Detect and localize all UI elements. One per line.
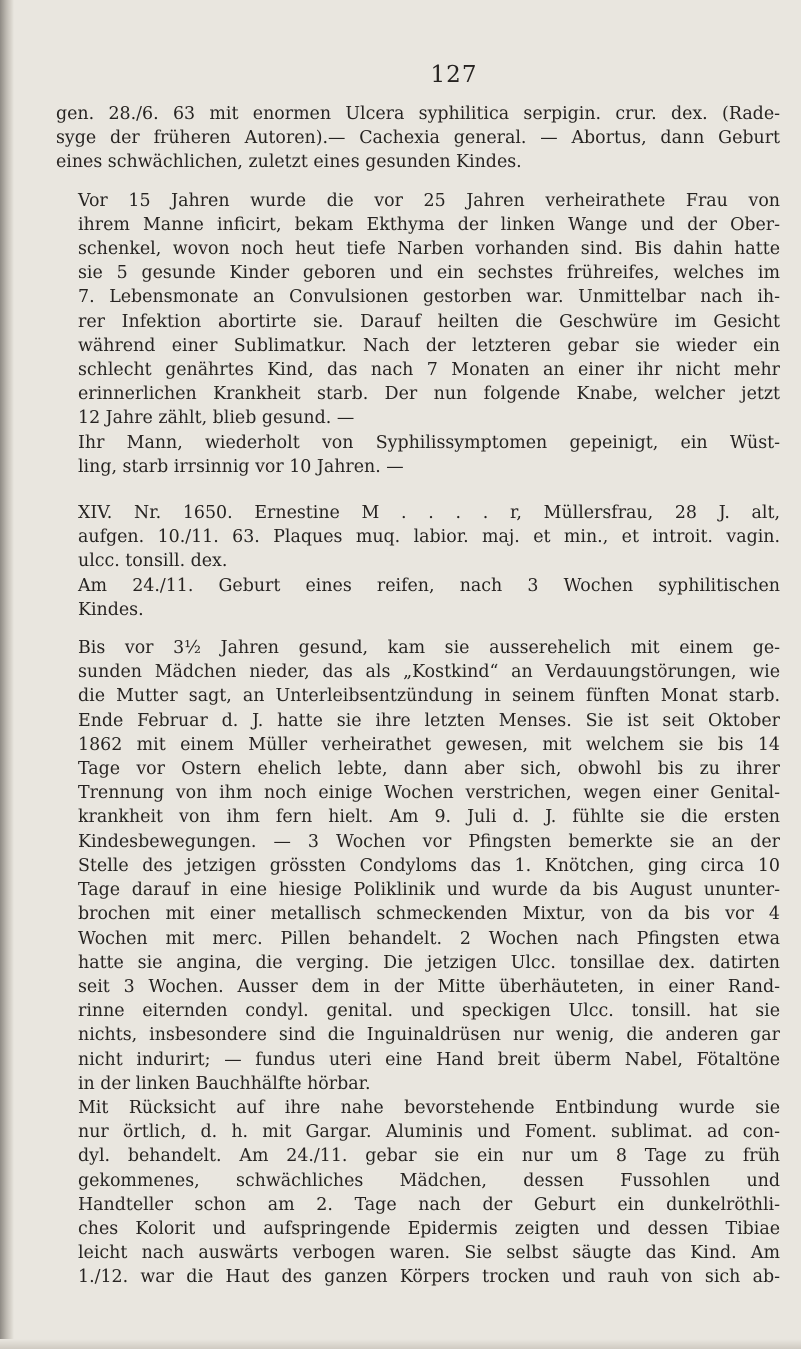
text-line: Kindes. — [78, 599, 144, 620]
text-line: 1862 mit einem Müller verheirathet gewesen, mit welchem sie bis 14 — [78, 734, 780, 755]
text-line: nur örtlich, d. h. mit Gargar. Aluminis und Foment. sublimat. ad con- — [78, 1122, 780, 1143]
text-line: Ende Februar d. J. hatte sie ihre letzten Menses. Sie ist seit Oktober — [78, 710, 780, 731]
text-line: Wochen mit merc. Pillen behandelt. 2 Wochen nach Pfingsten etwa — [78, 928, 780, 949]
text-line: XIV. Nr. 1650. Ernestine M . . . . r, Müllersfrau, 28 J. alt, — [78, 503, 780, 524]
text-line: schlecht genährtes Kind, das nach 7 Monaten an einer ihr nicht mehr — [78, 360, 780, 381]
text-line: Kindesbewegungen. — 3 Wochen vor Pfingsten bemerkte sie an der — [78, 831, 780, 852]
text-line: Tage darauf in eine hiesige Poliklinik und wurde da bis August ununter- — [78, 880, 780, 901]
text-line: Bis vor 3½ Jahren gesund, kam sie ausserehelich mit einem ge- — [78, 638, 780, 659]
text-line: nicht indurirt; — fundus uteri eine Hand breit überm Nabel, Fötaltöne — [78, 1049, 780, 1070]
text-line: nichts, insbesondere sind die Inguinaldrüsen nur wenig, die anderen gar — [78, 1025, 780, 1046]
text-paragraph — [56, 1096, 780, 1290]
text-line: ches Kolorit und aufspringende Epidermis zeigten und dessen Tibiae — [78, 1218, 780, 1239]
text-line: sunden Mädchen nieder, das als „Kostkind“ an Verdauungstörungen, wie — [78, 662, 780, 683]
text-line: seit 3 Wochen. Ausser dem in der Mitte überhäuteten, in einer Rand- — [78, 976, 780, 997]
text-paragraph — [56, 189, 780, 431]
text-line: rer Infektion abortirte sie. Darauf heilten die Geschwüre im Gesicht — [78, 311, 780, 332]
text-paragraph — [56, 501, 780, 574]
text-line: Trennung von ihm noch einige Wochen verstrichen, wegen einer Genital- — [78, 783, 780, 804]
text-line: dyl. behandelt. Am 24./11. gebar sie ein nur um 8 Tage zu früh — [78, 1146, 780, 1167]
text-line: 12 Jahre zählt, blieb gesund. — — [78, 408, 355, 429]
book-page — [56, 62, 780, 1290]
book-spine-shadow — [0, 0, 14, 1349]
text-line: aufgen. 10./11. 63. Plaques muq. labior. maj. et min., et introit. vagin. — [78, 527, 780, 548]
text-paragraph — [56, 431, 780, 479]
text-line: Tage vor Ostern ehelich lebte, dann aber sich, obwohl bis zu ihrer — [78, 759, 780, 780]
text-line: leicht nach auswärts verbogen waren. Sie selbst säugte das Kind. Am — [78, 1243, 780, 1264]
text-line: während einer Sublimatkur. Nach der letzteren gebar sie wieder ein — [78, 335, 780, 356]
text-line: ihrem Manne inficirt, bekam Ekthyma der linken Wange und der Ober- — [78, 214, 780, 235]
text-line: erinnerlichen Krankheit starb. Der nun folgende Knabe, welcher jetzt — [78, 384, 780, 405]
text-paragraph — [56, 574, 780, 622]
text-line: ling, starb irrsinnig vor 10 Jahren. — — [78, 456, 404, 477]
text-line: Mit Rücksicht auf ihre nahe bevorstehende Entbindung wurde sie — [78, 1097, 780, 1118]
page-text-body — [56, 102, 780, 1290]
text-line: rinne eiternden condyl. genital. und speckigen Ulcc. tonsill. hat sie — [78, 1001, 780, 1022]
text-line: gen. 28./6. 63 mit enormen Ulcera syphilitica serpigin. crur. dex. (Rade- — [56, 104, 780, 124]
text-line: 7. Lebensmonate an Convulsionen gestorben war. Unmittelbar nach ih- — [78, 287, 780, 308]
page-bottom-edge — [0, 1339, 801, 1349]
text-line: Handteller schon am 2. Tage nach der Geburt ein dunkelröthli- — [78, 1194, 780, 1215]
text-line: brochen mit einer metallisch schmeckenden Mixtur, von da bis vor 4 — [78, 904, 780, 925]
text-line: sie 5 gesunde Kinder geboren und ein sechstes frühreifes, welches im — [78, 263, 780, 284]
text-line: Am 24./11. Geburt eines reifen, nach 3 Wochen syphilitischen — [78, 575, 780, 596]
text-line: Vor 15 Jahren wurde die vor 25 Jahren verheirathete Frau von — [78, 190, 780, 211]
text-paragraph — [56, 102, 780, 175]
text-line: ulcc. tonsill. dex. — [78, 551, 228, 572]
text-line: eines schwächlichen, zuletzt eines gesunden Kindes. — [56, 152, 522, 173]
text-line: gekommenes, schwächliches Mädchen, dessen Fussohlen und — [78, 1170, 780, 1191]
text-line: krankheit von ihm fern hielt. Am 9. Juli d. J. fühlte sie die ersten — [78, 807, 780, 828]
text-line: 1./12. war die Haut des ganzen Körpers trocken und rauh von sich ab- — [78, 1267, 780, 1288]
page-number: 127 — [430, 62, 478, 88]
text-line: Stelle des jetzigen grössten Condyloms das 1. Knötchen, ging circa 10 — [78, 855, 780, 876]
text-line: in der linken Bauchhälfte hörbar. — [78, 1073, 371, 1094]
text-line: Ihr Mann, wiederholt von Syphilissymptomen gepeinigt, ein Wüst- — [78, 432, 780, 453]
text-paragraph — [56, 636, 780, 1096]
text-line: hatte sie angina, die verging. Die jetzigen Ulcc. tonsillae dex. datirten — [78, 952, 780, 973]
text-line: die Mutter sagt, an Unterleibsentzündung in seinem fünften Monat starb. — [78, 686, 780, 707]
text-line: syge der früheren Autoren).— Cachexia general. — Abortus, dann Geburt — [56, 128, 780, 149]
text-line: schenkel, wovon noch heut tiefe Narben vorhanden sind. Bis dahin hatte — [78, 239, 780, 260]
